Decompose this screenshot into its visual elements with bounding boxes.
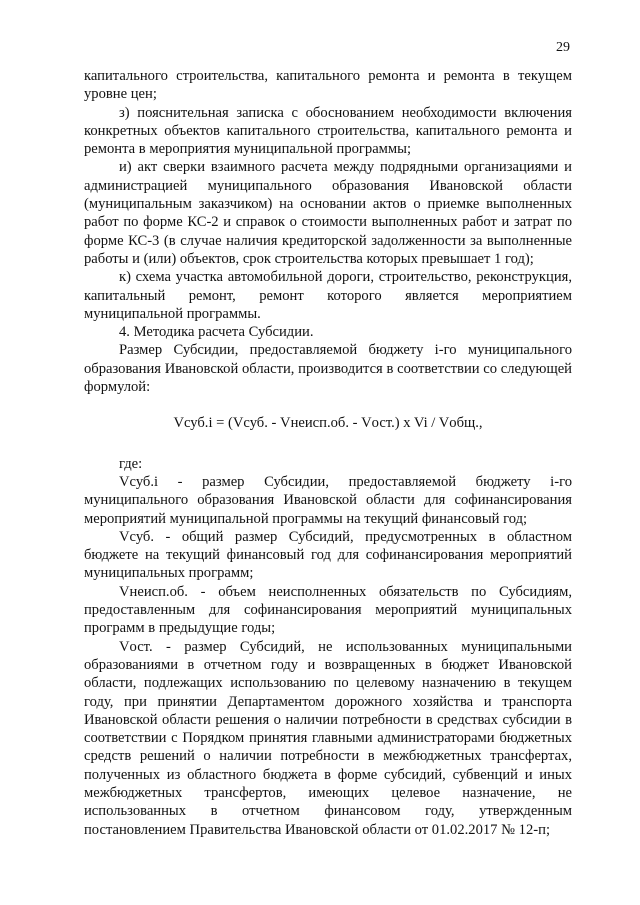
paragraph-item-i-reconciliation-act: и) акт сверки взаимного расчета между подрядными организациями и администрацией муниципального образования Ивановской области (муниципальным заказчиком) на основании актов о приемке выполненных работ по форме КС-2 и справок о стоимости выполненных работ и затрат по форме КС-3 (в случае наличия кредиторской задолженности за выполненные работы и (или) объектов, срок строительства которых превышает 1 год); <box>84 159 572 267</box>
paragraph-price-level-continuation: капитального строительства, капитального ремонта и ремонта в текущем уровне цен; <box>84 68 572 103</box>
definition-vneisp-ob: Vнеисп.об. - объем неисполненных обязательств по Субсидиям, предоставленным для софинансирования мероприятий муниципальных программ в предыдущие годы; <box>84 583 572 637</box>
paragraph-where: где: <box>119 455 143 472</box>
section-heading-calculation-method: 4. Методика расчета Субсидии. <box>119 324 314 341</box>
paragraph-subsidy-size-intro: Размер Субсидии, предоставляемой бюджету i-го муниципального образования Ивановской области, производится в соответствии со следующей формулой: <box>84 342 572 396</box>
document-body <box>84 67 572 839</box>
subsidy-formula: Vсуб.i = (Vсуб. - Vнеисп.об. - Vост.) x Vi / Vобщ., <box>173 415 483 432</box>
definition-vost: Vост. - размер Субсидий, не использованных муниципальными образованиями в отчетном году и возвращенных в бюджет Ивановской области, подлежащих использованию по целевому назначению в текущем году, при принятии Департаментом дорожного хозяйства и транспорта Ивановской области решения о наличии потребности в средствах субсидии в соответствии с Порядком принятия главными администраторами бюджетных средств решений о наличии потребности в межбюджетных трансфертах, полученных из областного бюджета в форме субсидий, субвенций и иных межбюджетных трансфертов, имеющих целевое назначение, не использованных в отчетном финансовом году, утвержденным постановлением Правительства Ивановской области от 01.02.2017 № 12-п; <box>84 638 572 838</box>
page-number: 29 <box>556 40 570 55</box>
definition-vsub-i: Vсуб.i - размер Субсидии, предоставляемой бюджету i-го муниципального образования Ивановской области для софинансирования мероприятий муниципальной программы на текущий финансовый год; <box>84 473 572 527</box>
paragraph-item-k-road-scheme: к) схема участка автомобильной дороги, строительство, реконструкция, капитальный ремонт, ремонт которого является мероприятием муниципальной программы. <box>84 269 572 322</box>
definition-vsub: Vсуб. - общий размер Субсидий, предусмотренных в областном бюджете на текущий финансовый год для софинансирования мероприятий муниципальных программ; <box>84 528 572 582</box>
paragraph-item-z-explanatory-note: з) пояснительная записка с обоснованием необходимости включения конкретных объектов капитального строительства, капитального ремонта и ремонта в мероприятия муниципальной программы; <box>84 104 572 158</box>
